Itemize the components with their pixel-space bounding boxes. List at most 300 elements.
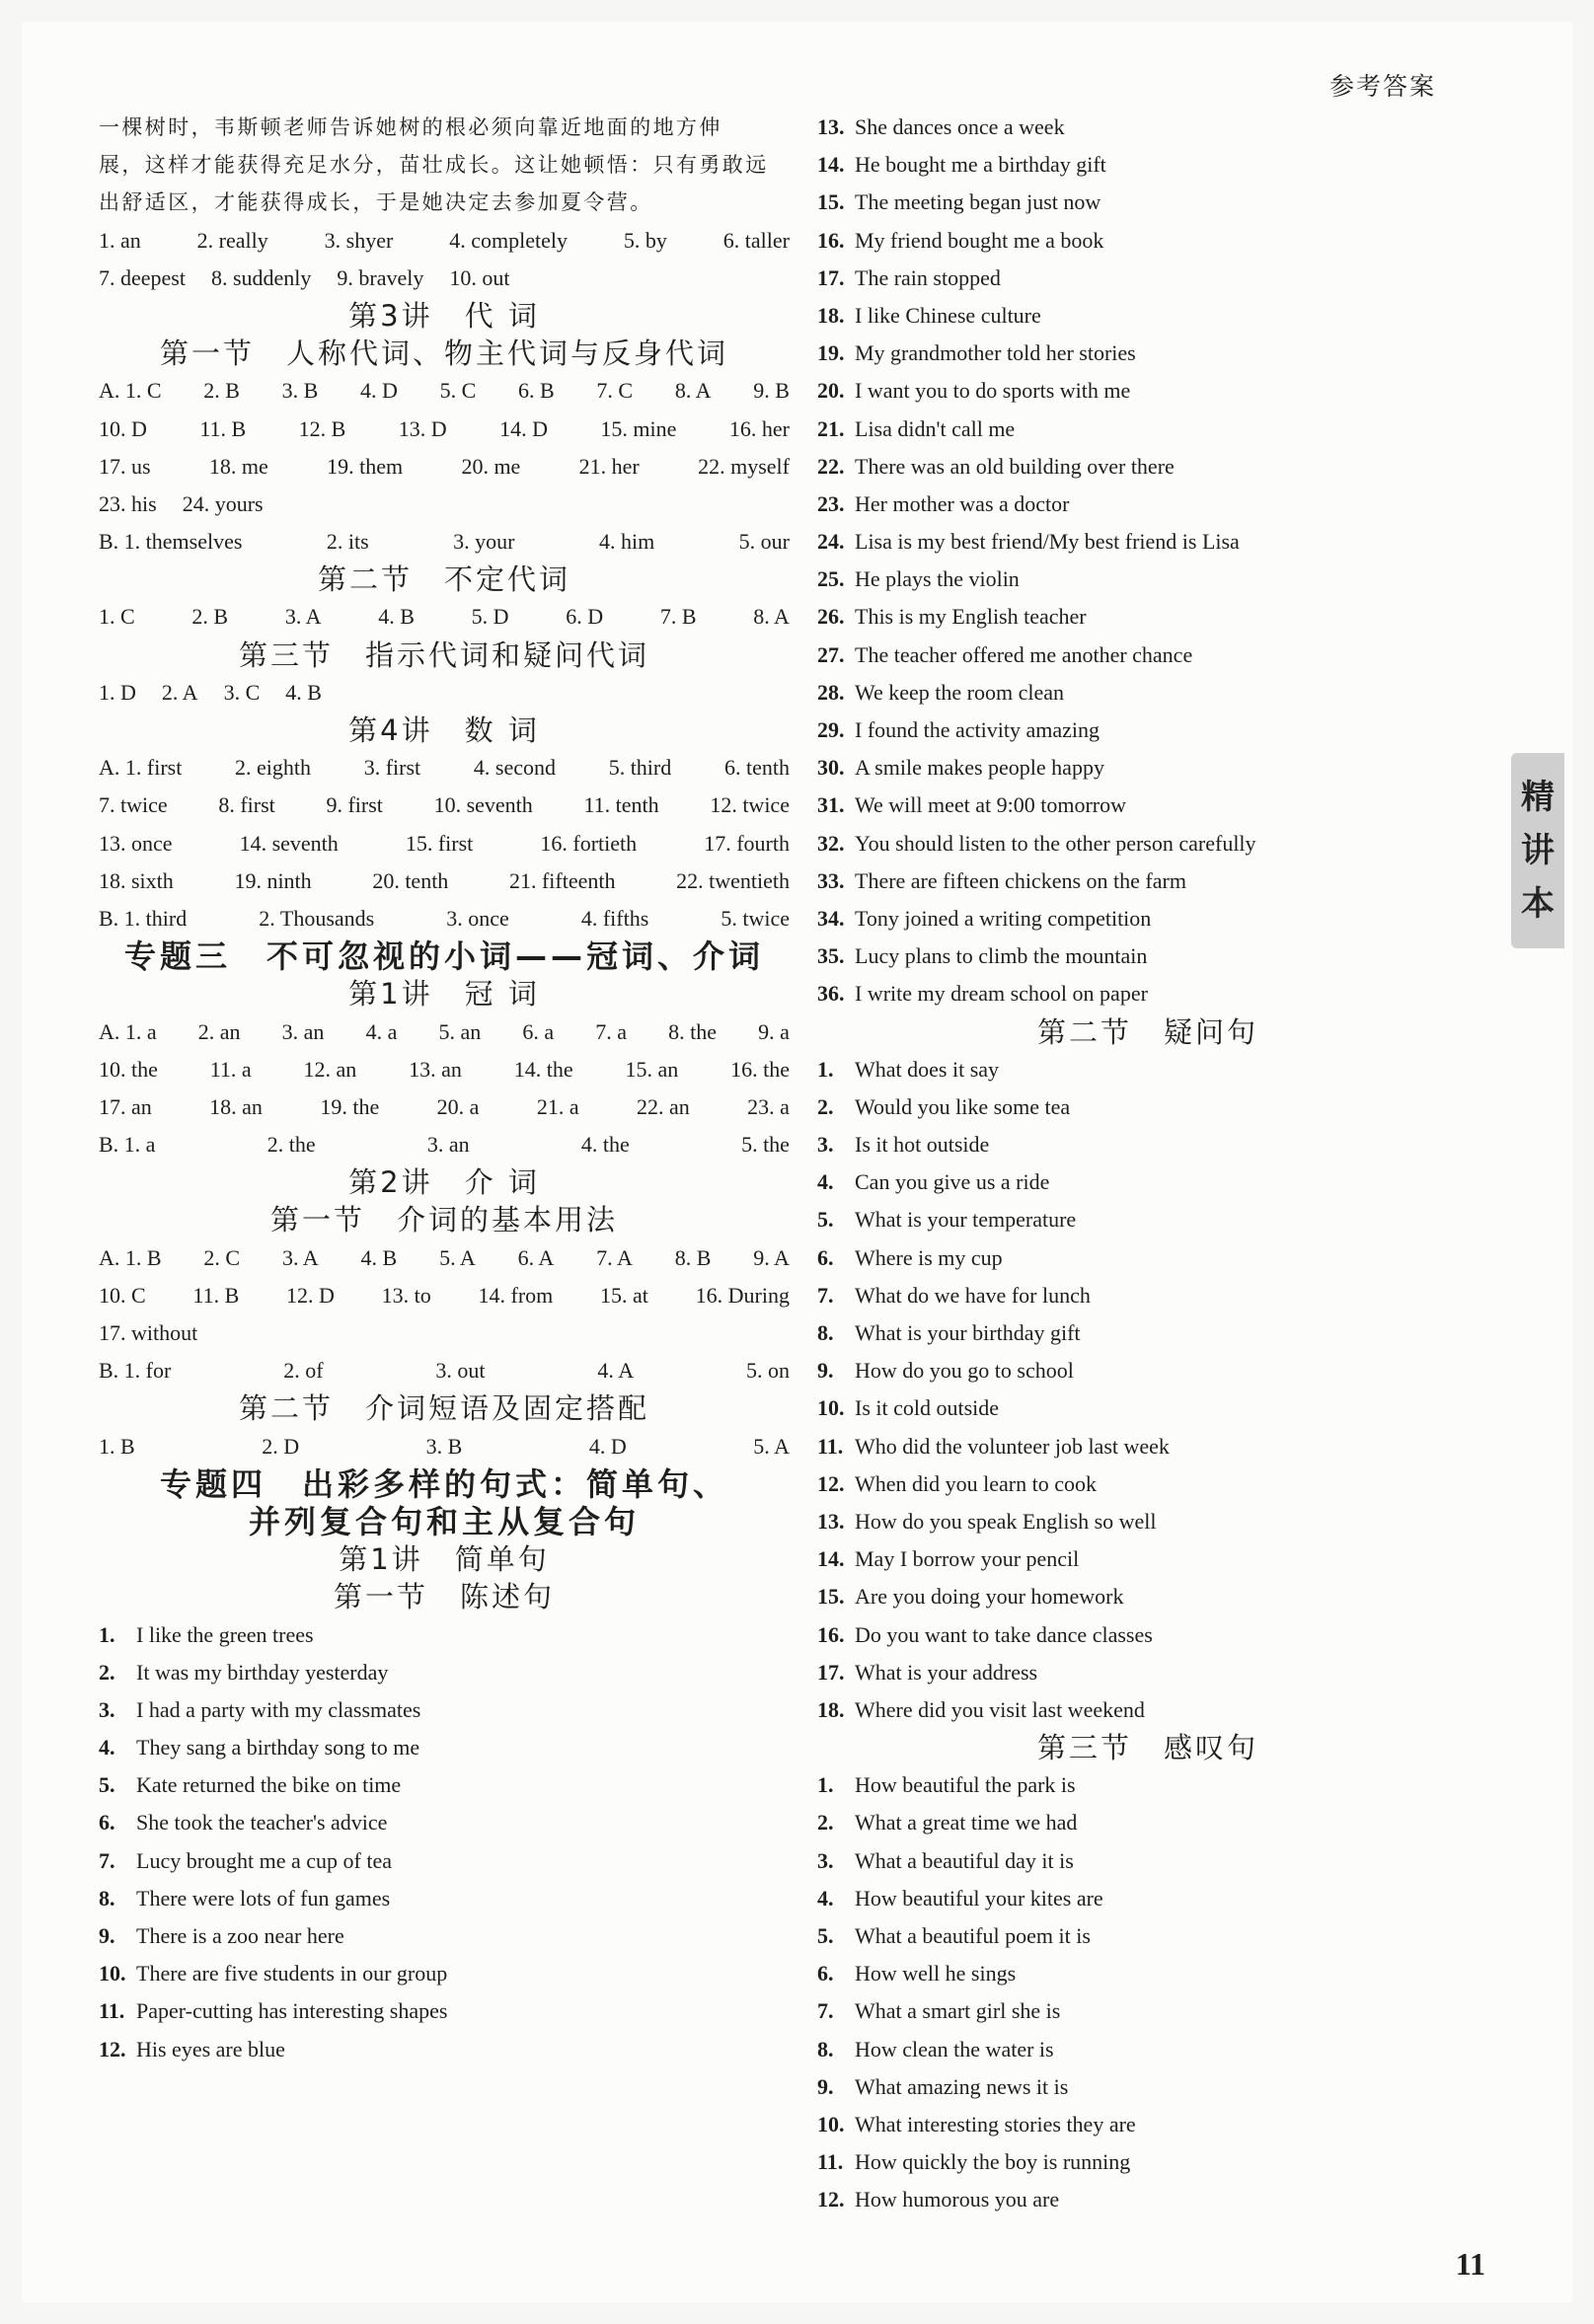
answer-item: B. 1. third	[99, 905, 188, 931]
answer-item: 4. B	[360, 1244, 398, 1270]
answer-item: 20. tenth	[372, 867, 449, 893]
answer-sentence	[99, 1992, 790, 2030]
answer-sentence	[817, 1088, 1479, 1126]
answer-item: 4. D	[360, 378, 398, 404]
answer-line	[99, 862, 790, 900]
answer-sentence	[817, 1917, 1479, 1955]
sentence-text: How clean the water is	[855, 2036, 1054, 2062]
section-heading: 第二节 不定代词	[317, 562, 570, 597]
section-heading: 专题三 不可忽视的小词——冠词、介词	[123, 937, 764, 976]
answer-item: 2. the	[266, 1132, 316, 1158]
answer-item: 19. the	[320, 1093, 380, 1119]
answer-item: 2. really	[196, 227, 268, 253]
right-column	[817, 109, 1479, 2219]
answer-item: A. 1. a	[99, 1018, 157, 1044]
answer-item: 8. suddenly	[210, 264, 312, 290]
answer-item: 2. eighth	[235, 755, 312, 781]
sentence-text: I like the green trees	[136, 1621, 314, 1647]
item-number: 16.	[817, 1621, 845, 1647]
answer-item: 14. the	[513, 1056, 573, 1082]
answer-item: 4. A	[597, 1358, 635, 1384]
answer-sentence	[817, 335, 1479, 372]
answer-item: 5. our	[738, 529, 790, 555]
item-number: 7.	[99, 1847, 115, 1873]
answer-item: 3. an	[281, 1018, 325, 1044]
answer-item: 17. fourth	[704, 830, 790, 856]
answer-item: 5. the	[741, 1132, 790, 1158]
answer-item: 4. the	[580, 1132, 630, 1158]
answer-item: 23. a	[747, 1093, 790, 1119]
answer-sentence	[817, 1955, 1479, 1992]
item-number: 15.	[817, 1584, 845, 1610]
item-number: 26.	[817, 604, 845, 630]
sentence-text: Lisa didn't call me	[855, 415, 1016, 441]
sentence-text: There was an old building over there	[855, 453, 1175, 479]
answer-sentence	[817, 862, 1479, 900]
answer-item: 6. D	[566, 604, 604, 630]
item-number: 12.	[99, 2036, 126, 2062]
answer-item: 14. from	[478, 1282, 554, 1308]
answer-item: 15. mine	[600, 415, 677, 441]
answer-item: 10. seventh	[433, 792, 533, 818]
answer-sentence	[817, 486, 1479, 523]
answer-item: 20. a	[436, 1093, 480, 1119]
sentence-text: Lucy plans to climb the mountain	[855, 943, 1148, 969]
sentence-text: There are fifteen chickens on the farm	[855, 867, 1186, 893]
answer-item: 2. C	[203, 1244, 241, 1270]
answer-sentence	[817, 2143, 1479, 2181]
answer-sentence	[817, 184, 1479, 221]
answer-line	[99, 448, 790, 486]
section-heading: 第2讲 介 词	[348, 1165, 540, 1200]
answer-item: 12. B	[298, 415, 346, 441]
answer-item: 10. out	[449, 264, 510, 290]
answer-sentence	[817, 1578, 1479, 1615]
answer-line	[99, 260, 790, 297]
item-number: 20.	[817, 378, 845, 404]
item-number: 35.	[817, 943, 845, 969]
item-number: 10.	[817, 1395, 845, 1421]
item-number: 27.	[817, 641, 845, 667]
paragraph-line: 出舒适区，才能获得成长，于是她决定去参加夏令营。	[99, 190, 653, 215]
answer-sentence	[817, 1051, 1479, 1088]
answer-item: 4. D	[588, 1433, 627, 1459]
answer-item: 17. us	[99, 453, 151, 479]
sentence-text: Would you like some tea	[855, 1093, 1071, 1119]
answer-item: 3. A	[284, 604, 322, 630]
answer-item: 5. third	[608, 755, 672, 781]
answer-sentence	[817, 749, 1479, 787]
answer-item: 4. completely	[449, 227, 568, 253]
sentence-text: They sang a birthday song to me	[136, 1735, 420, 1761]
item-number: 1.	[817, 1056, 834, 1082]
answer-sentence	[817, 1880, 1479, 1917]
answer-item: 4. B	[285, 679, 322, 705]
item-number: 5.	[817, 1923, 834, 1948]
answer-item: 15. an	[625, 1056, 679, 1082]
item-number: 3.	[817, 1847, 834, 1873]
answer-line	[99, 1013, 790, 1051]
answer-item: 21. her	[578, 453, 640, 479]
answer-line	[99, 1352, 790, 1389]
answer-item: 2. Thousands	[259, 905, 375, 931]
sentence-text: Do you want to take dance classes	[855, 1621, 1153, 1647]
answer-item: 6. taller	[722, 227, 790, 253]
answer-item: 9. A	[753, 1244, 790, 1270]
sentence-text: What a smart girl she is	[855, 1998, 1061, 2024]
sentence-text: She dances once a week	[855, 114, 1065, 139]
answer-sentence	[817, 1616, 1479, 1654]
answer-sentence	[817, 1428, 1479, 1465]
answer-line	[99, 1051, 790, 1088]
sentence-text: She took the teacher's advice	[136, 1810, 388, 1836]
answer-item: 12. an	[303, 1056, 357, 1082]
answer-item: A. 1. C	[99, 378, 162, 404]
page-number: 11	[1455, 2246, 1485, 2282]
answer-sentence	[817, 975, 1479, 1012]
sentence-text: He plays the violin	[855, 566, 1020, 592]
answer-sentence	[817, 787, 1479, 824]
answer-line	[99, 1428, 790, 1465]
answer-item: 7. a	[595, 1018, 627, 1044]
answer-item: 2. its	[326, 529, 369, 555]
paragraph-line: 展，这样才能获得充足水分，苗壮成长。这让她顿悟：只有勇敢远	[99, 153, 769, 178]
answer-item: 19. them	[327, 453, 404, 479]
sentence-text: What amazing news it is	[855, 2073, 1069, 2099]
sentence-text: How beautiful the park is	[855, 1772, 1076, 1798]
sentence-text: What is your address	[855, 1659, 1038, 1685]
answer-item: 18. an	[209, 1093, 263, 1119]
item-number: 7.	[817, 1998, 834, 2024]
sentence-text: My friend bought me a book	[855, 227, 1104, 253]
answer-item: 11. tenth	[583, 792, 659, 818]
answer-item: 8. A	[674, 378, 712, 404]
answer-sentence	[817, 2181, 1479, 2218]
item-number: 32.	[817, 830, 845, 856]
answer-sentence	[817, 1992, 1479, 2030]
answer-sentence	[817, 937, 1479, 975]
section-heading: 第1讲 冠 词	[348, 977, 540, 1012]
answer-line	[99, 598, 790, 636]
answer-sentence	[817, 260, 1479, 297]
answer-sentence	[817, 1503, 1479, 1540]
answer-item: 1. an	[99, 227, 141, 253]
answer-item: 5. by	[623, 227, 667, 253]
answer-item: 8. B	[674, 1244, 712, 1270]
sentence-text: What do we have for lunch	[855, 1282, 1091, 1308]
answer-item: 5. A	[439, 1244, 476, 1270]
item-number: 31.	[817, 792, 845, 818]
answer-item: 23. his	[99, 490, 157, 516]
answer-item: 2. D	[262, 1433, 300, 1459]
sentence-text: How beautiful your kites are	[855, 1885, 1103, 1911]
answer-item: 3. A	[281, 1244, 319, 1270]
answer-item: 12. twice	[710, 792, 790, 818]
sentence-text: What is your birthday gift	[855, 1320, 1081, 1345]
item-number: 4.	[99, 1735, 115, 1761]
answer-item: 18. sixth	[99, 867, 174, 893]
sentence-text: Can you give us a ride	[855, 1169, 1050, 1195]
sentence-text: What does it say	[855, 1056, 1000, 1082]
item-number: 7.	[817, 1282, 834, 1308]
answer-item: 24. yours	[182, 490, 264, 516]
answer-item: A. 1. B	[99, 1244, 162, 1270]
sentence-text: We keep the room clean	[855, 679, 1065, 705]
sentence-text: What a great time we had	[855, 1810, 1078, 1836]
answer-item: 4. second	[473, 755, 556, 781]
sentence-text: May I borrow your pencil	[855, 1546, 1080, 1572]
answer-item: B. 1. themselves	[99, 529, 243, 555]
answer-item: 4. a	[365, 1018, 398, 1044]
answer-sentence	[817, 372, 1479, 410]
answer-item: 7. twice	[99, 792, 168, 818]
section-heading: 第二节 介词短语及固定搭配	[238, 1391, 649, 1426]
answer-sentence	[817, 1691, 1479, 1729]
answer-item: 17. without	[99, 1320, 198, 1345]
sentence-text: My grandmother told her stories	[855, 340, 1136, 366]
item-number: 2.	[817, 1093, 834, 1119]
answer-sentence	[817, 825, 1479, 862]
section-heading: 第3讲 代 词	[348, 298, 540, 333]
paragraph-line: 一棵树时，韦斯顿老师告诉她树的根必须向靠近地面的地方伸	[99, 115, 722, 139]
item-number: 1.	[99, 1621, 115, 1647]
sentence-text: How do you go to school	[855, 1358, 1074, 1384]
sentence-text: Where did you visit last weekend	[855, 1696, 1145, 1722]
sentence-text: How do you speak English so well	[855, 1508, 1157, 1534]
answer-item: A. 1. first	[99, 755, 183, 781]
answer-line	[99, 1277, 790, 1314]
item-number: 5.	[817, 1207, 834, 1233]
sentence-text: What interesting stories they are	[855, 2111, 1136, 2137]
answer-line	[99, 1088, 790, 1126]
answer-item: 3. once	[446, 905, 509, 931]
item-number: 11.	[817, 1433, 844, 1459]
answer-item: 5. D	[471, 604, 509, 630]
answer-line	[99, 411, 790, 448]
item-number: 12.	[817, 1470, 845, 1496]
answer-item: 7. A	[596, 1244, 633, 1270]
answer-item: 1. C	[99, 604, 135, 630]
answer-item: 5. A	[753, 1433, 790, 1459]
answer-item: 3. shyer	[324, 227, 394, 253]
item-number: 19.	[817, 340, 845, 366]
sentence-text: Lucy brought me a cup of tea	[136, 1847, 393, 1873]
side-tab-char: 讲	[1521, 831, 1555, 870]
answer-sentence	[817, 1842, 1479, 1880]
answer-sentence	[817, 1389, 1479, 1427]
answer-sentence	[817, 1201, 1479, 1238]
item-number: 2.	[817, 1810, 834, 1836]
answer-line	[99, 900, 790, 937]
answer-item: 1. B	[99, 1433, 135, 1459]
answer-sentence	[817, 109, 1479, 146]
answer-item: 5. on	[745, 1358, 790, 1384]
item-number: 3.	[99, 1696, 115, 1722]
sentence-text: The teacher offered me another chance	[855, 641, 1193, 667]
answer-sentence	[817, 1352, 1479, 1389]
answer-sentence	[817, 297, 1479, 335]
item-number: 8.	[99, 1885, 115, 1911]
item-number: 22.	[817, 453, 845, 479]
answer-sentence	[99, 1729, 790, 1766]
answer-item: 11. B	[192, 1282, 240, 1308]
sentence-text: We will meet at 9:00 tomorrow	[855, 792, 1126, 818]
answer-item: 9. first	[326, 792, 383, 818]
answer-sentence	[99, 1691, 790, 1729]
answer-sentence	[817, 222, 1479, 260]
sentence-text: You should listen to the other person carefully	[855, 830, 1256, 856]
item-number: 9.	[99, 1923, 115, 1948]
answer-sentence	[817, 1314, 1479, 1352]
sentence-text: How humorous you are	[855, 2187, 1060, 2212]
item-number: 23.	[817, 490, 845, 516]
item-number: 25.	[817, 566, 845, 592]
answer-item: 2. A	[161, 679, 198, 705]
item-number: 21.	[817, 415, 845, 441]
answer-item: 9. a	[758, 1018, 790, 1044]
answer-item: 14. seventh	[239, 830, 339, 856]
answer-sentence	[817, 1804, 1479, 1841]
answer-item: 17. an	[99, 1093, 152, 1119]
answer-sentence	[817, 523, 1479, 561]
answer-item: B. 1. for	[99, 1358, 172, 1384]
section-heading: 专题四 出彩多样的句式：简单句、	[159, 1464, 728, 1503]
answer-item: 2. B	[203, 378, 240, 404]
sentence-text: The rain stopped	[855, 264, 1001, 290]
sentence-text: Paper-cutting has interesting shapes	[136, 1998, 448, 2024]
item-number: 24.	[817, 529, 845, 555]
answer-item: 8. the	[668, 1018, 718, 1044]
item-number: 34.	[817, 905, 845, 931]
item-number: 1.	[817, 1772, 834, 1798]
item-number: 4.	[817, 1169, 834, 1195]
answer-item: 3. your	[453, 529, 515, 555]
answer-sentence	[817, 1239, 1479, 1277]
item-number: 15.	[817, 189, 845, 215]
item-number: 9.	[817, 2073, 834, 2099]
answer-line	[99, 523, 790, 561]
side-tab-char: 精	[1521, 778, 1555, 817]
answer-item: 8. first	[218, 792, 275, 818]
item-number: 17.	[817, 1659, 845, 1685]
sentence-text: I found the activity amazing	[855, 717, 1101, 742]
answer-sentence	[817, 448, 1479, 486]
answer-sentence	[817, 712, 1479, 749]
answer-item: 2. an	[197, 1018, 241, 1044]
answer-sentence	[817, 900, 1479, 937]
page-header: 参考答案	[1328, 72, 1436, 101]
item-number: 17.	[817, 264, 845, 290]
answer-sentence	[817, 2106, 1479, 2143]
answer-item: 22. an	[636, 1093, 690, 1119]
answer-line	[99, 749, 790, 787]
item-number: 28.	[817, 679, 845, 705]
answer-item: 16. the	[730, 1056, 790, 1082]
answer-item: 6. B	[518, 378, 555, 404]
item-number: 12.	[817, 2187, 845, 2212]
answer-sentence	[817, 561, 1479, 598]
section-heading: 第二节 疑问句	[1036, 1014, 1258, 1049]
item-number: 5.	[99, 1772, 115, 1798]
answer-sentence	[817, 1654, 1479, 1691]
answer-sentence	[817, 1163, 1479, 1201]
answer-sentence	[817, 598, 1479, 636]
answer-sentence	[99, 1880, 790, 1917]
sentence-text: There are five students in our group	[136, 1961, 448, 1987]
sentence-text: It was my birthday yesterday	[136, 1659, 389, 1685]
item-number: 8.	[817, 1320, 834, 1345]
item-number: 18.	[817, 302, 845, 328]
answer-line	[99, 1126, 790, 1163]
item-number: 13.	[817, 114, 845, 139]
sentence-text: Lisa is my best friend/My best friend is Lisa	[855, 529, 1240, 555]
sentence-text: This is my English teacher	[855, 604, 1087, 630]
answer-item: 22. myself	[698, 453, 790, 479]
sentence-text: How well he sings	[855, 1961, 1017, 1987]
answer-item: 5. an	[438, 1018, 482, 1044]
answer-item: 11. a	[209, 1056, 252, 1082]
sentence-text: There were lots of fun games	[136, 1885, 391, 1911]
answer-item: 7. deepest	[99, 264, 186, 290]
section-heading: 第4讲 数 词	[348, 713, 540, 747]
answer-sentence	[817, 1277, 1479, 1314]
item-number: 8.	[817, 2036, 834, 2062]
sentence-text: Kate returned the bike on time	[136, 1772, 402, 1798]
answer-item: 3. an	[426, 1132, 470, 1158]
answer-item: 16. During	[695, 1282, 790, 1308]
side-tab-char: 本	[1521, 884, 1555, 924]
sentence-text: When did you learn to cook	[855, 1470, 1097, 1496]
answer-item: 14. D	[499, 415, 548, 441]
answer-line	[99, 372, 790, 410]
answer-item: 10. the	[99, 1056, 158, 1082]
sentence-text: The meeting began just now	[855, 189, 1101, 215]
answer-item: 3. B	[425, 1433, 463, 1459]
answer-item: 6. a	[522, 1018, 555, 1044]
sentence-text: His eyes are blue	[136, 2036, 285, 2062]
item-number: 6.	[817, 1244, 834, 1270]
item-number: 18.	[817, 1696, 845, 1722]
answer-item: 3. out	[435, 1358, 486, 1384]
answer-item: 5. C	[439, 378, 477, 404]
answer-item: 2. of	[283, 1358, 324, 1384]
answer-sentence	[817, 146, 1479, 184]
sentence-text: How quickly the boy is running	[855, 2149, 1131, 2175]
section-heading: 第三节 指示代词和疑问代词	[238, 637, 649, 672]
sentence-text: What a beautiful poem it is	[855, 1923, 1091, 1948]
answer-sentence	[817, 1766, 1479, 1804]
section-heading: 并列复合句和主从复合句	[248, 1502, 640, 1540]
answer-item: 11. B	[199, 415, 247, 441]
answer-sentence	[99, 1654, 790, 1691]
answer-item: 13. D	[398, 415, 447, 441]
sentence-text: Is it hot outside	[855, 1132, 990, 1158]
answer-item: 18. me	[208, 453, 268, 479]
sentence-text: There is a zoo near here	[136, 1923, 344, 1948]
sentence-text: Where is my cup	[855, 1244, 1003, 1270]
answer-item: 9. B	[753, 378, 790, 404]
sentence-text: What a beautiful day it is	[855, 1847, 1074, 1873]
answer-line	[99, 1314, 790, 1352]
section-heading: 第一节 人称代词、物主代词与反身代词	[159, 337, 728, 371]
answer-line	[99, 674, 790, 712]
answer-item: 6. A	[517, 1244, 555, 1270]
sentence-text: He bought me a birthday gift	[855, 152, 1106, 178]
sentence-text: Tony joined a writing competition	[855, 905, 1152, 931]
sentence-text: I want you to do sports with me	[855, 378, 1131, 404]
answer-sentence	[817, 674, 1479, 712]
answer-line	[99, 1239, 790, 1277]
